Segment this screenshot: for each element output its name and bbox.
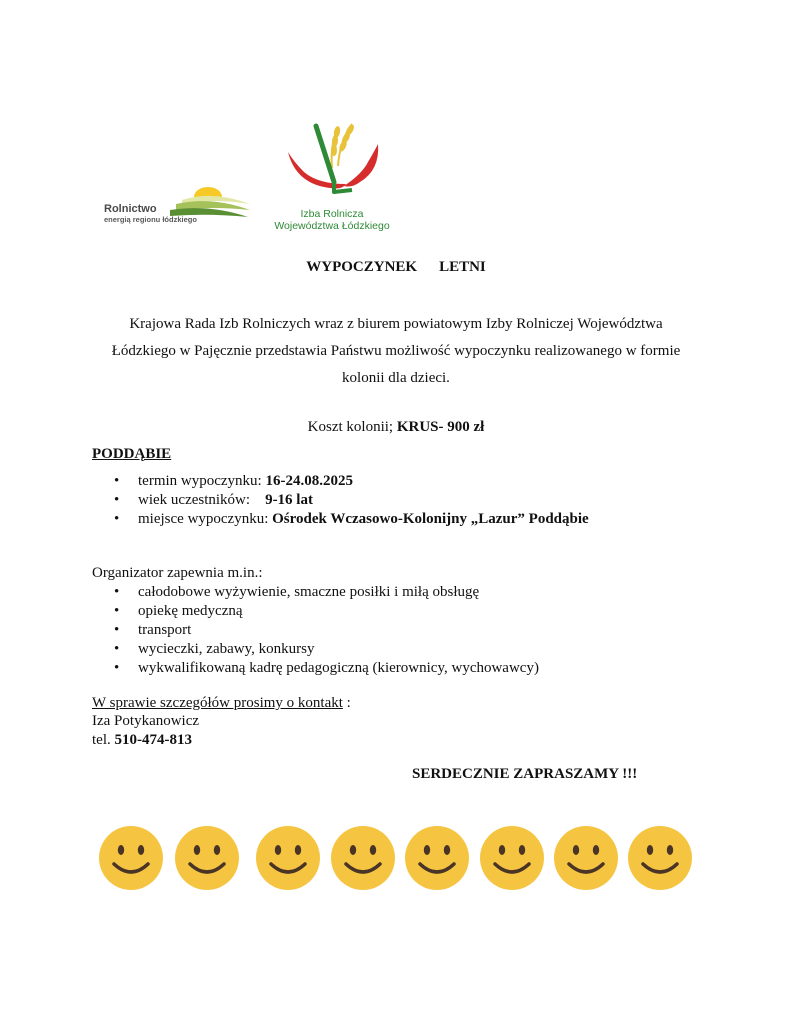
organizer-heading: Organizator zapewnia m.in.: [92,565,263,581]
izba-logo-text [262,208,402,232]
detail-label: miejsce wypoczynku: [138,511,269,527]
smiley-icon [405,826,469,890]
detail-item-age [92,491,589,510]
cost-value: KRUS- 900 zł [396,419,485,435]
smiley-icon [628,826,692,890]
izba-emblem-icon [282,118,382,204]
detail-label: wiek uczestników: [138,492,251,508]
list-item: • wykwalifikowaną kadrę pedagogiczną (kierownicy, wychowawcy) [92,659,539,678]
place-heading: PODDĄBIE [92,446,172,462]
detail-value: 9-16 lat [265,492,313,508]
contact-heading [92,695,351,712]
smiley-icon [99,826,163,890]
list-item: • opiekę medyczną [92,602,539,621]
izba-rolnicza-logo [262,118,402,234]
contact-phone [92,732,192,749]
contact-phone-label: tel. [92,732,111,748]
izba-logo-line1: Izba Rolnicza [300,208,364,220]
smiley-icon [480,826,544,890]
cost-line [0,419,792,436]
closing-line: SERDECZNIE ZAPRASZAMY !!! [412,766,638,782]
smiley-icon [256,826,320,890]
list-item: • transport [92,621,539,640]
contact-heading-text: W sprawie szczegółów prosimy o kontakt [92,695,343,711]
details-list [92,472,589,529]
rolnictwo-logo-title: Rolnictwo [104,203,157,215]
izba-logo-line2: Województwa Łódzkiego [274,220,390,232]
detail-value: 16-24.08.2025 [265,473,353,489]
contact-name: Iza Potykanowicz [92,713,200,729]
smiley-icon [331,826,395,890]
detail-value: Ośrodek Wczasowo-Kolonijny „Lazur” Poddąbie [272,511,589,527]
list-item: • wycieczki, zabawy, konkursy [92,640,539,659]
detail-item-location [92,510,589,529]
detail-label: termin wypoczynku: [138,473,262,489]
list-item: • całodobowe wyżywienie, smaczne posiłki i miłą obsługę [92,583,539,602]
title-word-2: LETNI [439,259,486,275]
page-title [0,259,792,276]
organizer-list [92,583,539,678]
intro-paragraph: Krajowa Rada Izb Rolniczych wraz z biurem powiatowym Izby Rolniczej Województwa Łódzkiego w Pajęcznie przedstawia Państwu możliwość wypoczynku realizowanego w formie kolonii dla dzieci. [111,316,681,386]
contact-heading-suffix: : [342,695,351,711]
title-word-1: WYPOCZYNEK [306,259,418,275]
cost-label: Koszt kolonii; [307,419,394,435]
detail-item-dates [92,472,589,491]
rolnictwo-logo [104,184,254,230]
smiley-icon [175,826,239,890]
rolnictwo-logo-subtitle: energią regionu łódzkiego [104,215,197,224]
contact-phone-value: 510-474-813 [114,732,192,748]
smiley-icon [554,826,618,890]
